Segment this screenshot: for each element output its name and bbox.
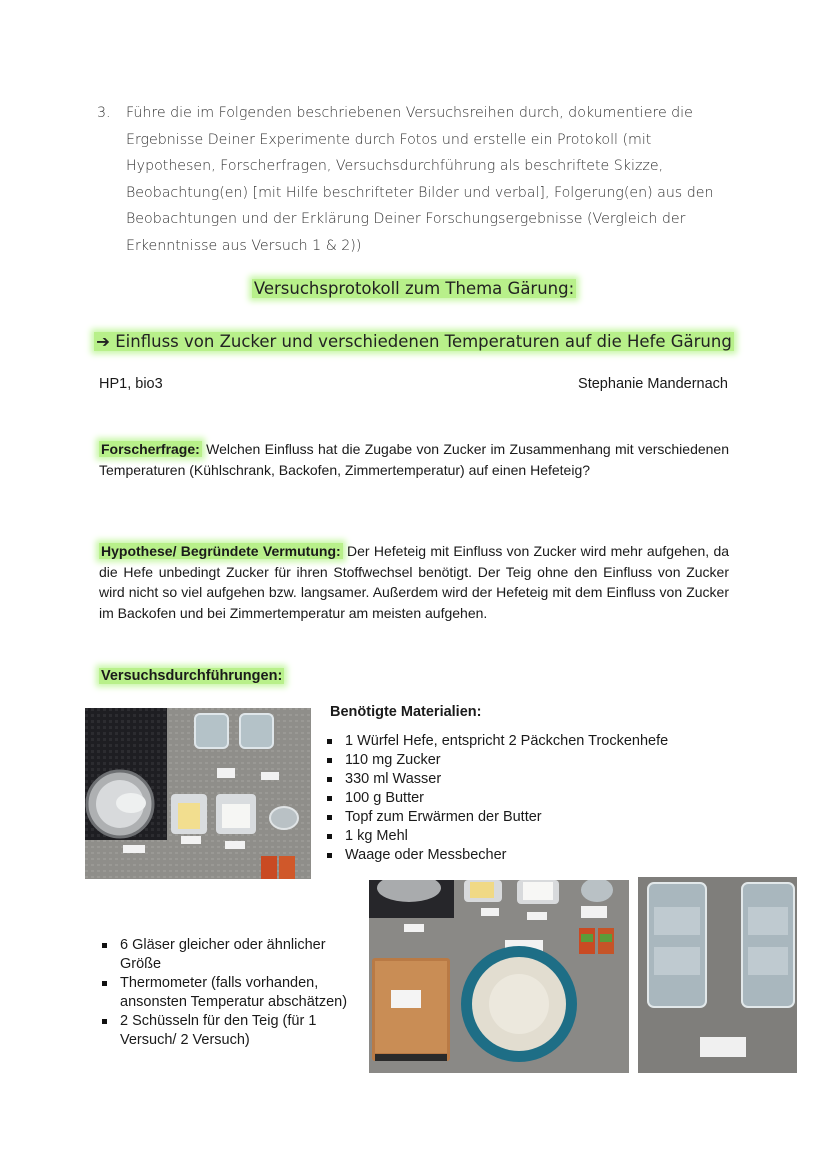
glasses-photo-drawing [638,877,797,1073]
hypothesis [99,541,729,623]
protocol-subtitle [94,332,734,351]
task-paragraph [97,100,737,259]
list-item: Thermometer (falls vorhanden, ansonsten Temperatur abschätzen) [100,974,355,1012]
list-item: Topf zum Erwärmen der Butter [325,808,745,827]
materials-photo-1 [85,708,311,879]
hypothesis-label: Hypothese/ Begründete Vermutung: [101,543,341,559]
list-item: 6 Gläser gleicher oder ähnlicher Größe [100,936,355,974]
procedure-heading: Versuchsdurchführungen: [101,668,283,684]
research-question-label: Forscherfrage: [101,441,200,457]
research-question [99,439,729,480]
list-item: 1 Würfel Hefe, entspricht 2 Päckchen Trockenhefe [325,732,745,751]
list-item: 2 Schüsseln für den Teig (für 1 Versuch/ 2 Versuch) [100,1012,355,1050]
materials-photo-2 [369,880,629,1073]
list-item: Waage oder Messbecher [325,846,745,865]
materials-list [325,732,745,865]
materials-list-2 [100,936,355,1050]
procedure-heading-wrap [99,668,284,684]
task-text: Führe die im Folgenden beschriebenen Versuchsreihen durch, dokumentiere die Ergebnisse Deiner Experimente durch Fotos und erstelle ein Protokoll (mit Hypothesen, Forscherfragen, Versuchsdurchführung als beschriftete Skizze, Beobachtung(en) [mit Hilfe beschrifteter Bilder und verbal], Folgerung(en) aus den Beobachtungen und der Erklärung Deiner Forschungsergebnisse (Vergleich der Erkenntnisse aus Versuch 1 & 2)) [126,105,714,254]
list-item: 110 mg Zucker [325,751,745,770]
protocol-title: Versuchsprotokoll zum Thema Gärung: [253,279,575,298]
list-item: 330 ml Wasser [325,770,745,789]
task-number: 3. [97,105,111,121]
research-question-text: Welchen Einfluss hat die Zugabe von Zucker im Zusammenhang mit verschiedenen Temperaturen (Kühlschrank, Backofen, Zimmertemperatur) auf einen Hefeteig? [99,441,730,478]
protocol-title-wrap [0,279,828,298]
list-item: 1 kg Mehl [325,827,745,846]
arrow-icon: ➔ [96,332,110,351]
hypothesis-text: Der Hefeteig mit Einfluss von Zucker wird mehr aufgehen, da die Hefe unbedingt Zucker für ihren Stoffwechsel benötigt. Der Teig ohne den Einfluss von Zucker wird nicht so viel aufgehen bzw. langsamer. Außerdem wird der Hefeteig mit dem Einfluss von Zucker im Backofen und bei Zimmertemperatur am meisten aufgehen. [99,543,730,621]
glasses-photo [638,877,797,1073]
materials-photo-1-drawing [85,708,311,879]
materials-photo-2-drawing [369,880,629,1073]
materials-heading: Benötigte Materialien: [330,704,482,720]
course-label: HP1, bio3 [99,376,163,392]
list-item: 100 g Butter [325,789,745,808]
author-name: Stephanie Mandernach [578,376,728,392]
protocol-subtitle-wrap [0,332,828,351]
subtitle-text: Einfluss von Zucker und verschiedenen Temperaturen auf die Hefe Gärung [115,332,732,351]
